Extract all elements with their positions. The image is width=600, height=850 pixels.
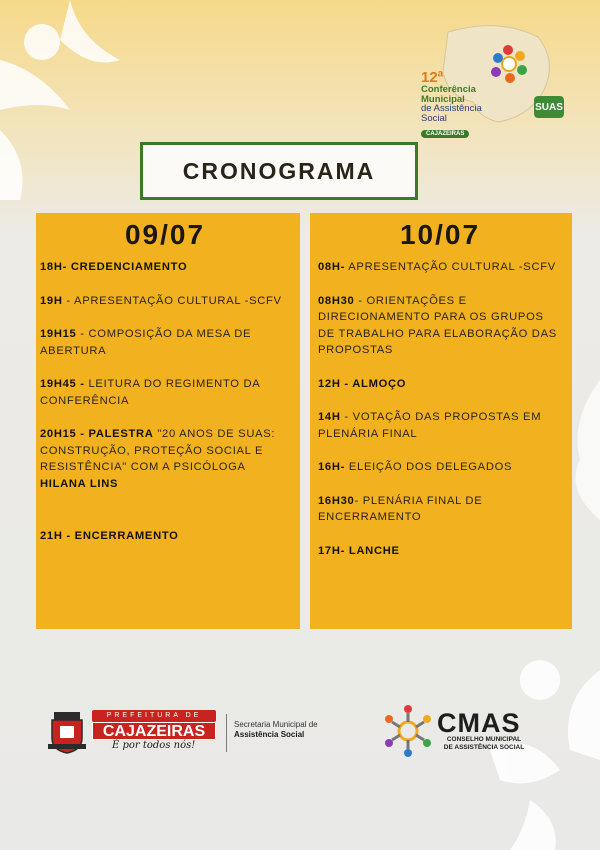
- city-crest-icon: [48, 710, 86, 754]
- schedule-item: 19H15 - COMPOSIÇÃO DA MESA DE ABERTURA: [40, 328, 252, 357]
- conference-number: 12ª: [421, 69, 444, 86]
- schedule-item: 19H45 - LEITURA DO REGIMENTO DA CONFERÊNCIA: [40, 378, 260, 407]
- secretaria-label: [234, 720, 318, 740]
- footer-divider: [226, 714, 227, 752]
- schedule-item: 17H- LANCHE: [318, 544, 400, 557]
- cmas-emblem-icon: [383, 703, 433, 759]
- conference-line-1: Conferência: [421, 84, 476, 95]
- cmas-logo: [437, 710, 531, 752]
- cmas-name: CMAS: [437, 708, 521, 738]
- secretaria-line-1: Secretaria Municipal de: [234, 720, 318, 729]
- prefeitura-logo: [44, 708, 334, 758]
- schedule-item: 16H- ELEIÇÃO DOS DELEGADOS: [318, 461, 513, 473]
- prefeitura-slogan: É por todos nós!: [112, 740, 196, 751]
- day-date: 10/07: [399, 219, 481, 250]
- schedule-item: 16H30- PLENÁRIA FINAL DE ENCERRAMENTO: [318, 494, 483, 523]
- schedule-item: 21H - ENCERRAMENTO: [40, 530, 179, 542]
- cmas-line-2: DE ASSISTÊNCIA SOCIAL: [443, 744, 525, 751]
- day-date: 09/07: [124, 219, 206, 250]
- cmas-line-1: CONSELHO MUNICIPAL: [446, 736, 522, 743]
- prefeitura-name: CAJAZEIRAS: [92, 722, 216, 740]
- decorative-figures-top-left: [0, 0, 140, 200]
- conference-line-3: de Assistência: [421, 103, 482, 114]
- schedule-item: 20H15 - PALESTRA "20 ANOS DE SUAS: CONSTRUÇÃO, PROTEÇÃO SOCIAL E RESISTÊNCIA" COM A PSICÓLOGA HILANA LINS: [40, 428, 276, 490]
- title-frame: [140, 142, 418, 200]
- suas-label: SUAS: [535, 101, 563, 113]
- suas-logo: [534, 96, 564, 118]
- schedule-item: 12H - ALMOÇO: [318, 377, 407, 390]
- schedule-item: 08H30 - ORIENTAÇÕES E DIRECIONAMENTO PARA OS GRUPOS DE TRABALHO PARA ELABORAÇÃO DAS PROPOSTAS: [318, 294, 557, 356]
- conference-line-2: Municipal: [421, 93, 465, 105]
- secretaria-line-2: Assistência Social: [234, 730, 305, 739]
- schedule-item: 14H - VOTAÇÃO DAS PROPOSTAS EM PLENÁRIA FINAL: [318, 411, 542, 440]
- conference-line-4: Social: [421, 112, 447, 124]
- schedule-item: 08H- APRESENTAÇÃO CULTURAL -SCFV: [318, 261, 556, 273]
- page-title: CRONOGRAMA: [182, 157, 376, 184]
- day-column-1: [36, 213, 300, 629]
- schedule-item: 19H - APRESENTAÇÃO CULTURAL -SCFV: [40, 294, 282, 307]
- conference-city-badge: CAJAZEIRAS: [421, 130, 469, 138]
- prefeitura-top-label: PREFEITURA DE: [92, 710, 216, 722]
- schedule-item: 18H- CREDENCIAMENTO: [40, 261, 188, 273]
- day-column-2: [310, 213, 572, 629]
- conference-title: [421, 70, 482, 139]
